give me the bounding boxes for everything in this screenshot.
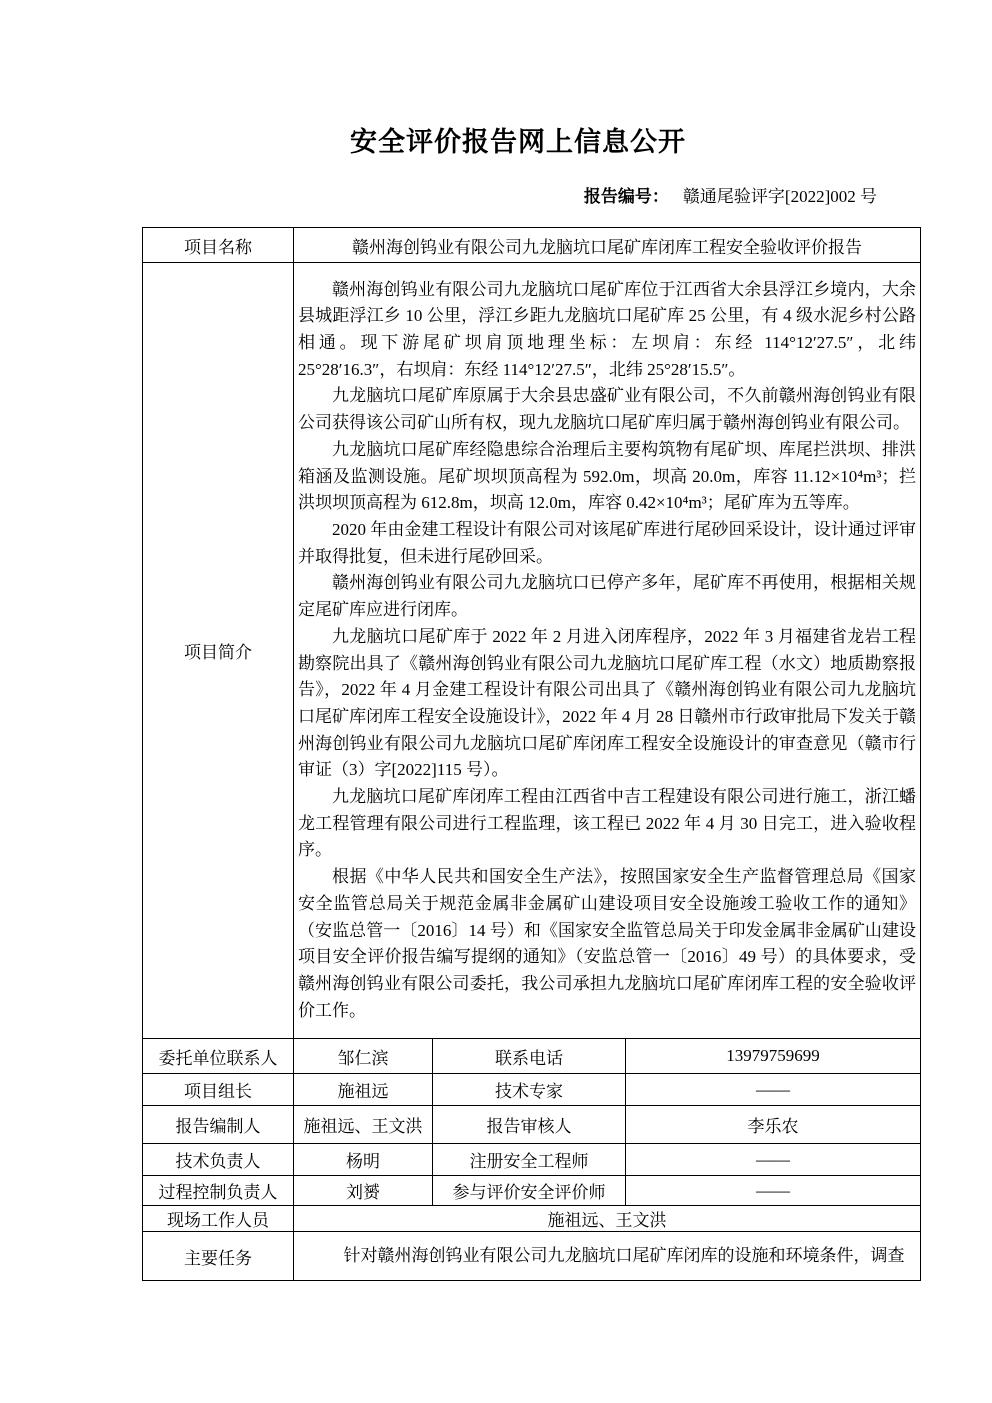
report-number [0, 186, 877, 208]
intro-paragraph: 赣州海创钨业有限公司九龙脑坑口尾矿库位于江西省大余县浮江乡境内，大余县城距浮江乡 10 公里，浮江乡距九龙脑坑口尾矿库 25 公里，有 4 级水泥乡村公路相通。现下游尾矿坝肩顶地理坐标：左坝肩：东经 114°12′27.5″，北纬 25°28′16.3″，右坝肩：东经 114°12′27.5″，北纬 25°28′15.5″。 [298, 279, 916, 379]
contact-name: 邹仁滨 [294, 1039, 433, 1074]
intro-paragraph: 九龙脑坑口尾矿库闭库工程由江西省中吉工程建设有限公司进行施工，浙江蟠龙工程管理有限公司进行工程监理，该工程已 2022 年 4 月 30 日完工，进入验收程序。 [298, 787, 916, 860]
report-number-label: 报告编号： [583, 187, 669, 206]
evaluator-label: 参与评价安全评价师 [433, 1176, 626, 1206]
expert-label: 技术专家 [433, 1074, 626, 1106]
site-staff-label: 现场工作人员 [143, 1206, 294, 1232]
process-control-name: 刘赟 [294, 1176, 433, 1206]
intro-paragraph: 2020 年由金建工程设计有限公司对该尾矿库进行尾砂回采设计，设计通过评审并取得批复，但未进行尾砂回采。 [298, 519, 916, 566]
project-intro-row [143, 263, 921, 1039]
reviewer-label: 报告审核人 [433, 1106, 626, 1144]
leader-label: 项目组长 [143, 1074, 294, 1106]
contact-row [143, 1039, 921, 1074]
leader-row [143, 1074, 921, 1106]
site-staff-value: 施祖远、王文洪 [294, 1206, 921, 1232]
leader-name: 施祖远 [294, 1074, 433, 1106]
project-intro-label: 项目简介 [143, 263, 294, 1039]
author-row [143, 1106, 921, 1144]
info-table [142, 227, 921, 1281]
tech-lead-label: 技术负责人 [143, 1144, 294, 1176]
page-title: 安全评价报告网上信息公开 [350, 127, 686, 157]
intro-paragraph: 赣州海创钨业有限公司九龙脑坑口已停产多年，尾矿库不再使用，根据相关规定尾矿库应进行闭库。 [298, 573, 916, 620]
author-label: 报告编制人 [143, 1106, 294, 1144]
project-name-value: 赣州海创钨业有限公司九龙脑坑口尾矿库闭库工程安全验收评价报告 [294, 228, 921, 263]
project-intro-value [294, 263, 921, 1039]
main-task-text: 针对赣州海创钨业有限公司九龙脑坑口尾矿库闭库的设施和环境条件，调查 [343, 1246, 905, 1265]
safety-engineer-value: —— [626, 1144, 921, 1176]
main-task-row [143, 1232, 921, 1281]
main-task-label: 主要任务 [143, 1232, 294, 1281]
report-number-value: 赣通尾验评字[2022]002 号 [682, 187, 877, 206]
main-task-value [294, 1232, 921, 1281]
expert-value: —— [626, 1074, 921, 1106]
process-control-label: 过程控制负责人 [143, 1176, 294, 1206]
project-name-row [143, 228, 921, 263]
intro-paragraph: 九龙脑坑口尾矿库原属于大余县忠盛矿业有限公司，不久前赣州海创钨业有限公司获得该公司矿山所有权，现九龙脑坑口尾矿库归属于赣州海创钨业有限公司。 [298, 386, 916, 433]
tech-lead-row [143, 1144, 921, 1176]
contact-label: 委托单位联系人 [143, 1039, 294, 1074]
intro-paragraph: 根据《中华人民共和国安全生产法》，按照国家安全生产监督管理总局《国家安全监管总局关于规范金属非金属矿山建设项目安全设施竣工验收工作的通知》（安监总管一〔2016〕14 号）和《国家安全监管总局关于印发金属非金属矿山建设项目安全评价报告编写提纲的通知》（安监总管一〔2016〕49 号）的具体要求，受赣州海创钨业有限公司委托，我公司承担九龙脑坑口尾矿库闭库工程的安全验收评价工作。 [298, 867, 916, 1020]
safety-engineer-label: 注册安全工程师 [433, 1144, 626, 1176]
intro-paragraph: 九龙脑坑口尾矿库于 2022 年 2 月进入闭库程序，2022 年 3 月福建省龙岩工程勘察院出具了《赣州海创钨业有限公司九龙脑坑口尾矿库工程（水文）地质勘察报告》，2022 年 4 月金建工程设计有限公司出具了《赣州海创钨业有限公司九龙脑坑口尾矿库闭库工程安全设施设计》，2022 年 4 月 28 日赣州市行政审批局下发关于赣州海创钨业有限公司九龙脑坑口尾矿库闭库工程安全设施设计的审查意见（赣市行审证（3）字[2022]115 号）。 [298, 626, 916, 780]
phone-value: 13979759699 [626, 1039, 921, 1074]
phone-label: 联系电话 [433, 1039, 626, 1074]
intro-paragraph: 九龙脑坑口尾矿库经隐患综合治理后主要构筑物有尾矿坝、库尾拦洪坝、排洪箱涵及监测设施。尾矿坝坝顶高程为 592.0m，坝高 20.0m，库容 11.12×10⁴m³；拦洪坝坝顶高程为 612.8m，坝高 12.0m，库容 0.42×10⁴m³；尾矿库为五等库。 [298, 439, 916, 513]
tech-lead-name: 杨明 [294, 1144, 433, 1176]
process-control-row [143, 1176, 921, 1206]
site-staff-row [143, 1206, 921, 1232]
evaluator-value: —— [626, 1176, 921, 1206]
reviewer-name: 李乐农 [626, 1106, 921, 1144]
author-name: 施祖远、王文洪 [294, 1106, 433, 1144]
project-name-label: 项目名称 [143, 228, 294, 263]
